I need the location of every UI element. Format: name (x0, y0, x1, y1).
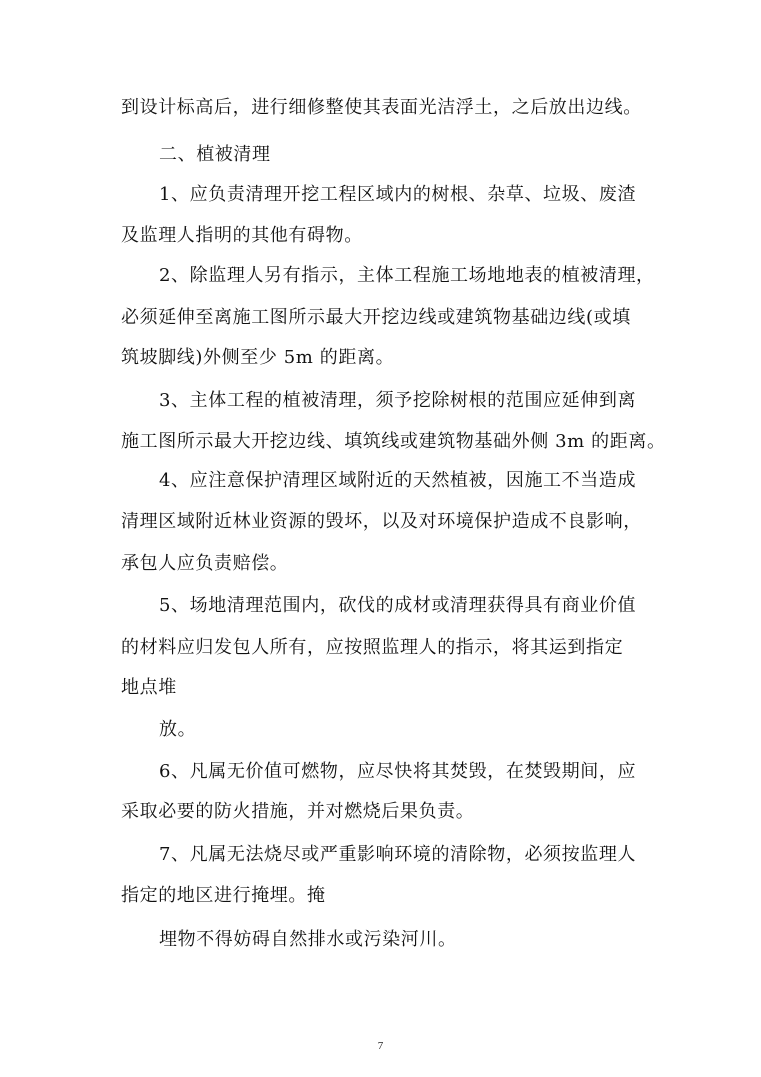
section-heading: 二、植被清理 (159, 144, 271, 165)
text-line: 的材料应归发包人所有，应按照监理人的指示，将其运到指定 (121, 637, 624, 658)
text-line: 指定的地区进行掩埋。掩 (121, 885, 326, 906)
text-line: 到设计标高后，进行细修整使其表面光洁浮土，之后放出边线。 (121, 97, 642, 118)
text-line: 埋物不得妨碍自然排水或污染河川。 (159, 929, 457, 950)
text-line: 3、主体工程的植被清理，须予挖除树根的范围应延伸到离 (159, 390, 637, 411)
text-line: 施工图所示最大开挖边线、填筑线或建筑物基础外侧 3m 的距离。 (121, 431, 666, 452)
text-line: 承包人应负责赔偿。 (121, 553, 289, 574)
text-line: 6、凡属无价值可燃物，应尽快将其焚毁，在焚毁期间，应 (159, 761, 637, 782)
text-line: 1、应负责清理开挖工程区域内的树根、杂草、垃圾、废渣 (159, 184, 637, 205)
text-line: 筑坡脚线)外侧至少 5m 的距离。 (121, 347, 395, 368)
text-line: 7、凡属无法烧尽或严重影响环境的清除物，必须按监理人 (159, 844, 637, 865)
text-line: 清理区域附近林业资源的毁坏，以及对环境保护造成不良影响， (121, 511, 642, 532)
text-line: 4、应注意保护清理区域附近的天然植被，因施工不当造成 (159, 470, 637, 491)
page-number: 7 (377, 1040, 384, 1052)
text-line: 必须延伸至离施工图所示最大开挖边线或建筑物基础边线(或填 (121, 307, 631, 328)
text-line: 地点堆 (121, 677, 177, 698)
text-line: 采取必要的防火措施，并对燃烧后果负责。 (121, 801, 475, 822)
text-line: 2、除监理人另有指示，主体工程施工场地地表的植被清理， (159, 265, 655, 286)
text-line: 放。 (159, 719, 197, 740)
text-line: 及监理人指明的其他有碍物。 (121, 225, 363, 246)
text-line: 5、场地清理范围内，砍伐的成材或清理获得具有商业价值 (159, 595, 637, 616)
